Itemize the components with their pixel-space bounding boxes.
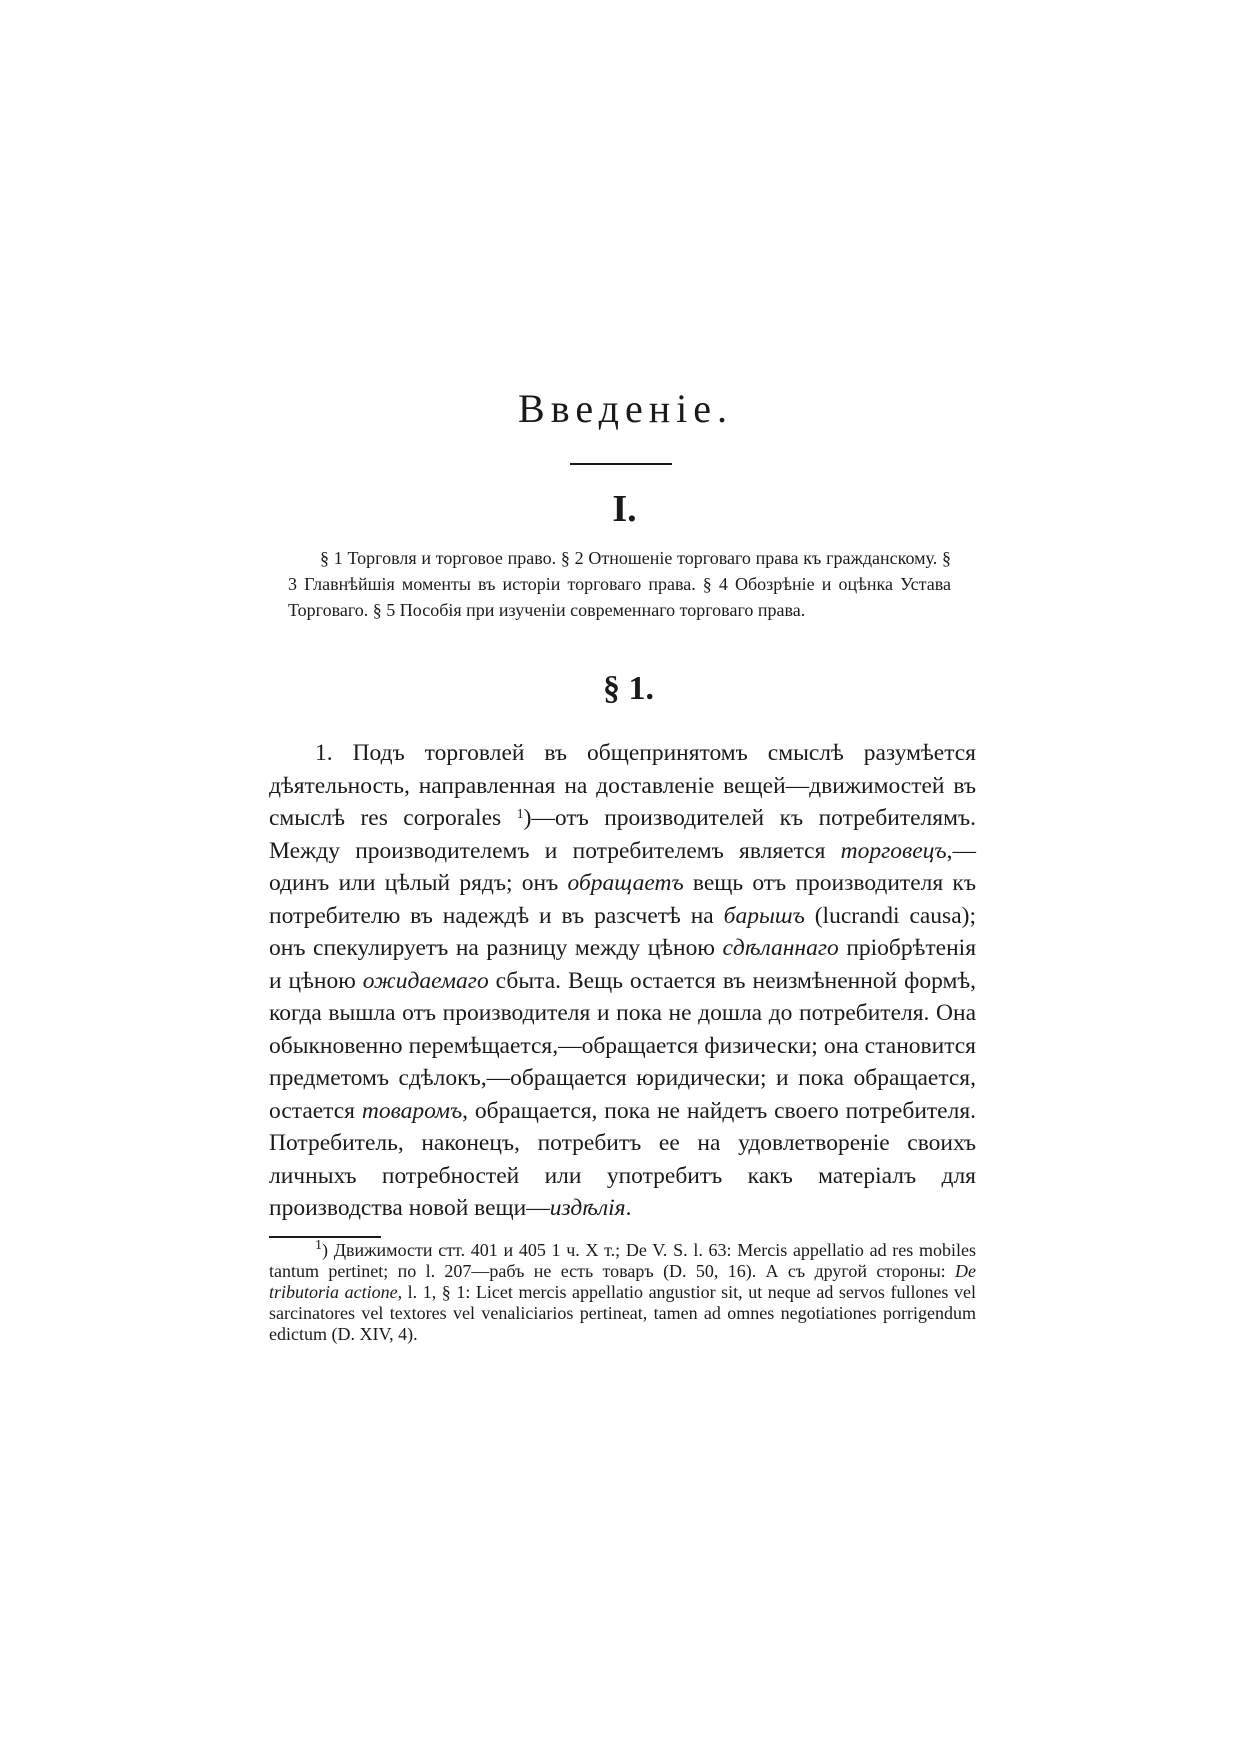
title-divider xyxy=(570,463,672,465)
footnote-mark: 1 xyxy=(315,1238,322,1253)
body-text: ,—одинъ или цѣлый рядъ; онъ xyxy=(269,837,976,896)
chapter-synopsis: § 1 Торговля и торговое право. § 2 Отношеніе торговаго права къ гражданскому. § 3 Главнѣйшія моменты въ исторіи торговаго права. § 4 Обозрѣніе и оцѣнка Устава Торговаго. § 5 Пособія при изученіи современнаго торговаго права. xyxy=(288,548,951,620)
emphasis-term: товаромъ xyxy=(361,1097,463,1124)
emphasis-term: обращаетъ xyxy=(567,870,684,896)
footnote-text: , l. 1, § 1: Licet mercis appellatio angustior sit, ut neque ad servos fullones vel sarcinatores vel textores vel venaliciarios pertineat, tamen ad omnes negotiationes porrigendum edictum (D. XIV, 4). xyxy=(269,1282,977,1344)
body-text: )—отъ производителей къ потребителямъ. Между производителемъ и потребителемъ является xyxy=(269,805,976,864)
body-text: 1. Подъ торговлей въ общепринятомъ смыслѣ разумѣется дѣятельность, направленная на доставленіе вещей—движимостей въ смыслѣ res corporales xyxy=(269,740,976,831)
emphasis-term: ожидаемаго xyxy=(362,967,489,994)
footnote xyxy=(269,1240,976,1345)
footnote-divider xyxy=(269,1236,381,1238)
footnote-emphasis: De tributoria actione xyxy=(269,1261,976,1302)
page-title: Введеніе. xyxy=(518,386,733,431)
emphasis-term: издѣлія xyxy=(549,1195,626,1221)
footnote-text: ) Движимости стт. 401 и 405 1 ч. X т.; De V. S. l. 63: Mercis appellatio ad res mobiles tantum pertinet; по l. 207—рабъ не есть товаръ (D. 50, 16). А съ другой стороны: xyxy=(269,1240,976,1281)
body-text: пріобрѣтенія и цѣною xyxy=(269,935,977,994)
body-paragraph xyxy=(269,737,976,1225)
emphasis-term: барышъ xyxy=(723,902,805,929)
body-text: . xyxy=(625,1195,632,1221)
footnote-reference: 1 xyxy=(516,807,524,822)
body-text: , обращается, пока не найдетъ своего потребителя. Потребитель, наконецъ, потребитъ ее на удовлетвореніе своихъ личныхъ потребностей или употребитъ какъ матеріалъ для производства новой вещи— xyxy=(269,1097,977,1221)
paragraph-heading: § 1. xyxy=(603,670,654,707)
body-text: (lucrandi causa); онъ спекулируетъ на разницу между цѣною xyxy=(269,902,976,961)
section-numeral: I. xyxy=(612,488,637,530)
emphasis-term: сдѣланнаго xyxy=(722,935,839,961)
body-text: сбыта. Вещь остается въ неизмѣненной формѣ, когда вышла отъ производителя и пока не дошла до потребителя. Она обыкновенно перемѣщается,—обращается физически; она становится предметомъ сдѣлокъ,—обращается юридически; и пока обращается, остается xyxy=(269,967,976,1124)
emphasis-term: торговецъ xyxy=(840,837,947,864)
body-text: вещь отъ производителя къ потребителю въ надеждѣ и въ разсчетѣ на xyxy=(269,870,976,929)
